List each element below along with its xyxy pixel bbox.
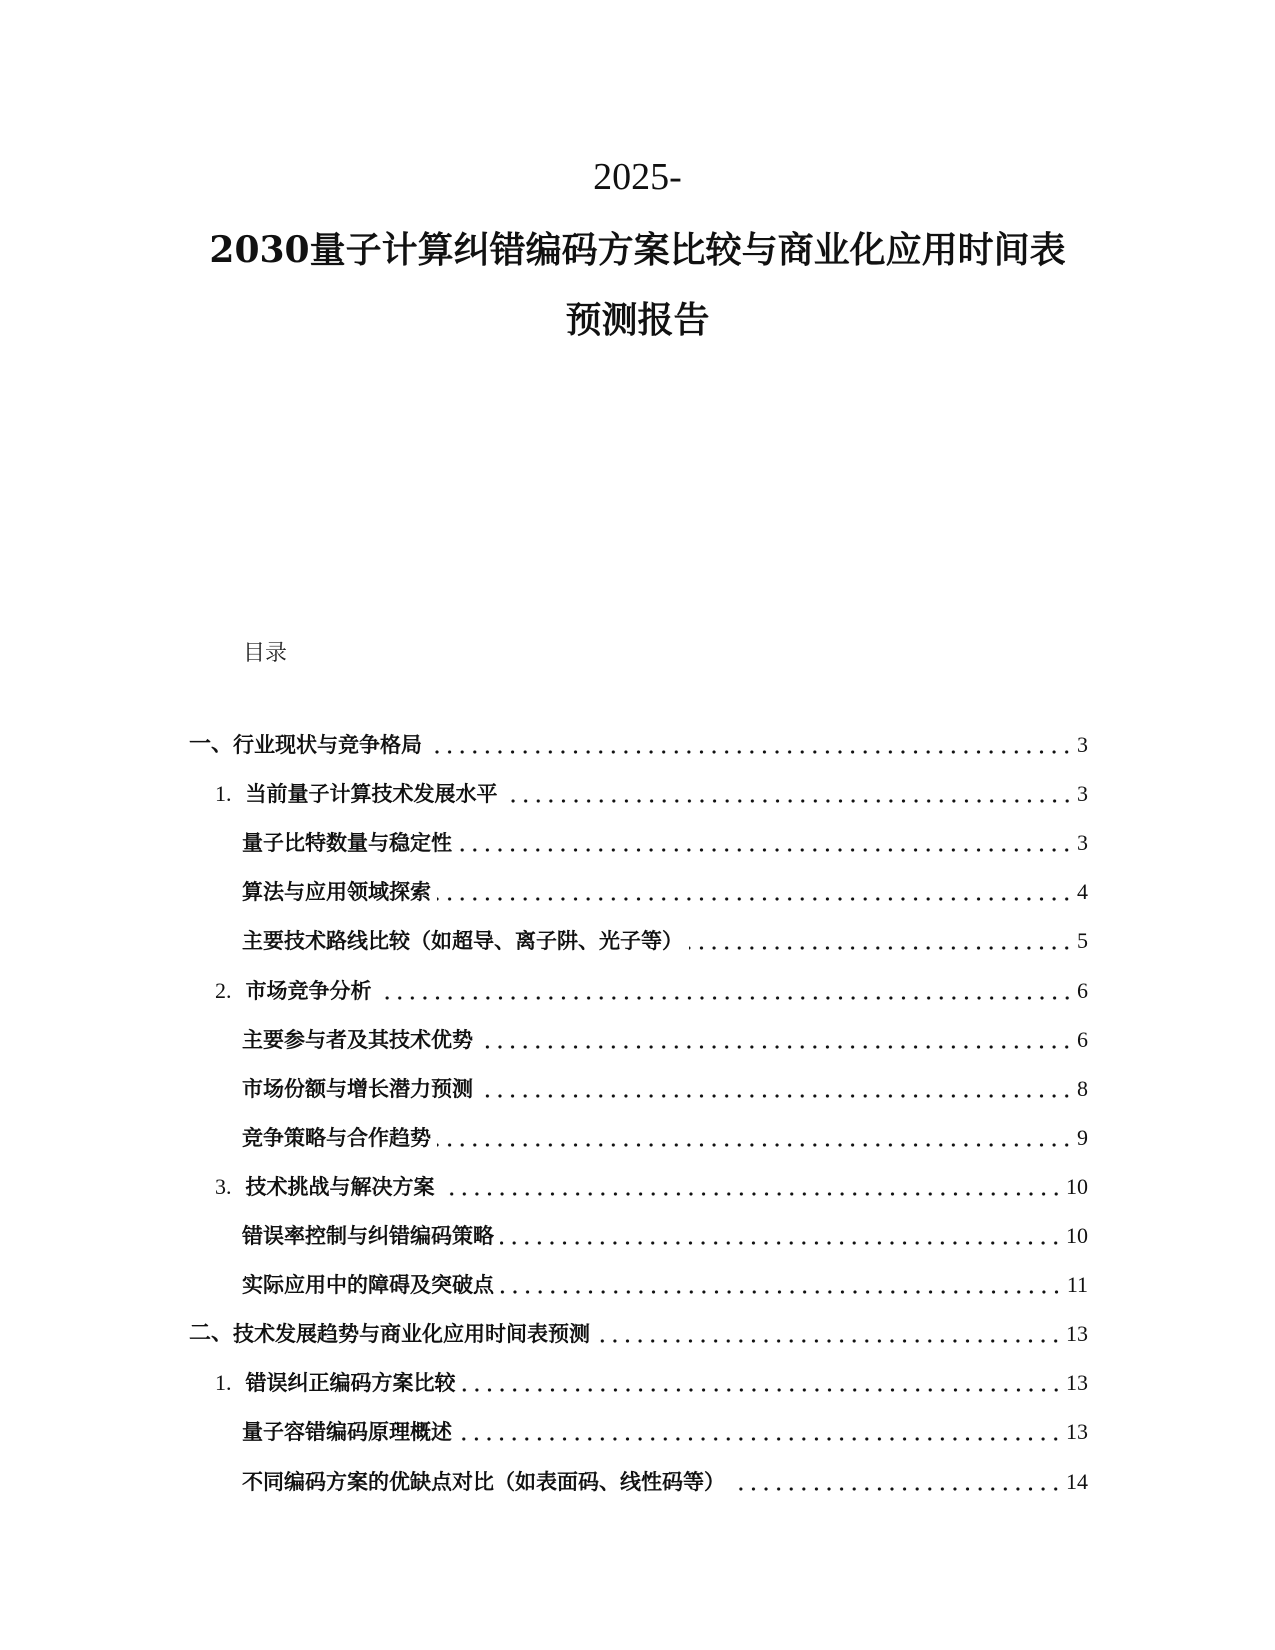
toc-dot-leader — [462, 1367, 1063, 1399]
toc-entry-page-number: 10 — [1066, 1174, 1088, 1199]
toc-entry-page-number: 10 — [1066, 1223, 1088, 1248]
toc-entry[interactable] — [215, 1367, 1088, 1399]
toc-dot-leader — [500, 1220, 1062, 1252]
toc-entry-label: 竞争策略与合作趋势 — [242, 1126, 431, 1150]
toc-entry[interactable] — [242, 827, 1088, 859]
toc-entry-label: 不同编码方案的优缺点对比（如表面码、线性码等） — [242, 1470, 725, 1494]
toc-dot-leader — [458, 827, 1073, 859]
toc-entry[interactable] — [242, 1073, 1088, 1105]
toc-entry[interactable] — [215, 1171, 1088, 1203]
toc-entry[interactable] — [242, 876, 1088, 908]
toc-entry[interactable] — [215, 778, 1088, 810]
toc-entry-label: 量子比特数量与稳定性 — [242, 831, 452, 855]
toc-entry-number: 二、 — [189, 1321, 234, 1346]
toc-entry-number: 1. — [215, 781, 232, 806]
toc-entry-label: 错误率控制与纠错编码策略 — [242, 1224, 494, 1248]
toc-entry-page-number: 13 — [1066, 1419, 1088, 1444]
toc-entry-label: 技术发展趋势与商业化应用时间表预测 — [233, 1322, 591, 1346]
toc-entry[interactable] — [242, 1466, 1088, 1498]
toc-entry-label: 算法与应用领域探索 — [242, 880, 431, 904]
toc-entry[interactable] — [242, 1024, 1088, 1056]
toc-entry-page-number: 6 — [1077, 1027, 1088, 1052]
toc-dot-leader — [500, 1269, 1063, 1301]
report-title-line-3: 预测报告 — [565, 299, 710, 341]
toc-dot-leader — [731, 1466, 1062, 1498]
toc-heading: 目录 — [243, 641, 288, 666]
toc-entry-label: 错误纠正编码方案比较 — [245, 1371, 456, 1395]
toc-entry-label: 行业现状与竞争格局 — [233, 733, 423, 757]
toc-dot-leader — [428, 729, 1073, 761]
toc-entry-number: 一、 — [189, 732, 234, 757]
toc-entry-label: 量子容错编码原理概述 — [242, 1420, 452, 1444]
toc-entry-label: 技术挑战与解决方案 — [245, 1175, 435, 1199]
toc-entry[interactable] — [215, 975, 1088, 1007]
toc-entry-page-number: 5 — [1077, 928, 1088, 953]
toc-dot-leader — [504, 778, 1074, 810]
toc-entry-page-number: 11 — [1066, 1272, 1088, 1297]
toc-entry-page-number: 13 — [1066, 1321, 1088, 1346]
toc-entry[interactable] — [242, 925, 1088, 957]
toc-entry[interactable] — [242, 1269, 1088, 1301]
toc-entry-page-number: 14 — [1066, 1469, 1088, 1494]
toc-dot-leader — [441, 1171, 1063, 1203]
toc-entry[interactable] — [242, 1220, 1088, 1252]
toc-dot-leader — [458, 1416, 1062, 1448]
toc-entry-label: 主要参与者及其技术优势 — [242, 1028, 473, 1052]
toc-entry[interactable] — [189, 729, 1088, 761]
toc-dot-leader — [378, 975, 1074, 1007]
toc-dot-leader — [437, 1122, 1073, 1154]
toc-entry-label: 主要技术路线比较（如超导、离子阱、光子等） — [242, 929, 683, 953]
toc-dot-leader — [437, 876, 1073, 908]
toc-entry-number: 2. — [215, 978, 232, 1003]
toc-entry-label: 市场份额与增长潜力预测 — [242, 1077, 473, 1101]
toc-entry[interactable] — [242, 1416, 1088, 1448]
toc-entry-page-number: 3 — [1077, 732, 1088, 757]
toc-entry-label: 市场竞争分析 — [245, 979, 372, 1003]
toc-entry-number: 3. — [215, 1174, 232, 1199]
toc-entry-page-number: 3 — [1077, 830, 1088, 855]
toc-entry[interactable] — [242, 1122, 1088, 1154]
toc-entry-page-number: 6 — [1077, 978, 1088, 1003]
toc-dot-leader — [479, 1024, 1073, 1056]
toc-dot-leader — [689, 925, 1073, 957]
toc-entry[interactable] — [189, 1318, 1088, 1350]
toc-entry-page-number: 13 — [1066, 1370, 1088, 1395]
toc-entry-page-number: 9 — [1077, 1125, 1088, 1150]
toc-entry-page-number: 8 — [1077, 1076, 1088, 1101]
toc-dot-leader — [479, 1073, 1073, 1105]
report-title-line-2: 2030量子计算纠错编码方案比较与商业化应用时间表 — [209, 229, 1066, 271]
toc-entry-label: 当前量子计算技术发展水平 — [245, 782, 498, 806]
report-title-line-1: 2025- — [593, 156, 682, 198]
toc-entry-number: 1. — [215, 1370, 232, 1395]
toc-entry-page-number: 4 — [1077, 879, 1088, 904]
toc-entry-label: 实际应用中的障碍及突破点 — [242, 1273, 494, 1297]
toc-dot-leader — [596, 1318, 1062, 1350]
toc-entry-page-number: 3 — [1077, 781, 1088, 806]
